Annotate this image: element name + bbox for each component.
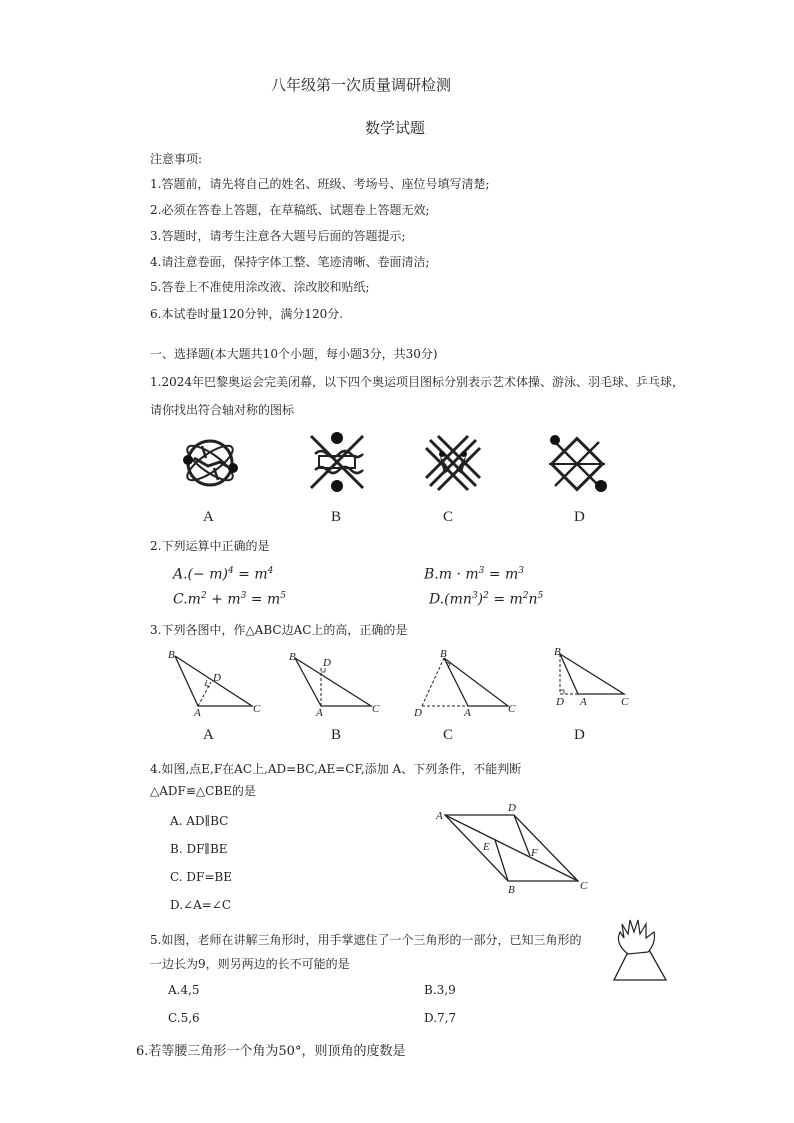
note-item-1: 1.答题前，请先将自己的姓名、班级、考场号、座位号填写清楚; <box>150 177 490 191</box>
note-item-2: 2.必须在答卷上答题，在草稿纸、试题卷上答题无效; <box>150 203 430 217</box>
svg-text:C: C <box>253 703 261 715</box>
svg-text:B: B <box>554 646 561 658</box>
q1-label-a: A <box>203 509 214 525</box>
svg-text:A: A <box>580 696 587 708</box>
q3-label-d: D <box>574 727 585 743</box>
q6-stem: 6.若等腰三角形一个角为50°，则顶角的度数是 <box>136 1044 406 1059</box>
q1-label-c: C <box>443 509 454 525</box>
q3-label-c: C <box>443 727 454 743</box>
q3-figure-a <box>165 648 265 719</box>
svg-text:C: C <box>508 703 516 715</box>
svg-text:A: A <box>464 707 471 719</box>
q4-option-a: A. AD∥BC <box>170 814 229 828</box>
q2-option-a: $A.(- m)^4 = m^4$ <box>173 566 274 583</box>
svg-text:A: A <box>316 707 323 719</box>
q3-figure-c <box>408 648 516 719</box>
svg-text:A: A <box>436 810 443 822</box>
svg-text:D: D <box>556 696 564 708</box>
q5-stem-line1: 5.如图，老师在讲解三角形时，用手掌遮住了一个三角形的一部分，已知三角形的 <box>150 933 582 947</box>
svg-text:D: D <box>508 802 516 814</box>
q1-label-d: D <box>574 509 585 525</box>
q5-option-d: D.7,7 <box>424 1011 457 1025</box>
q1-label-b: B <box>331 509 342 525</box>
svg-text:C: C <box>580 880 588 892</box>
section-heading: 一、选择题(本大题共10个小题，每小题3分，共30分) <box>150 347 438 361</box>
table-tennis-icon <box>545 432 609 496</box>
note-item-3: 3.答题时，请考生注意各大题号后面的答题提示; <box>150 229 406 243</box>
q3-figure-b <box>285 648 385 719</box>
note-item-4: 4.请注意卷面，保持字体工整、笔迹清晰、卷面清洁; <box>150 255 430 269</box>
q5-option-c: C.5,6 <box>168 1011 200 1025</box>
q4-stem-line1: 4.如图,点E,F在AC上,AD=BC,AE=CF,添加 A、下列条件，不能判断 <box>150 762 522 776</box>
q4-option-d: D.∠A=∠C <box>170 898 232 912</box>
q3-stem: 3.下列各图中，作△ABC边AC上的高，正确的是 <box>150 623 408 637</box>
notes-heading: 注意事项: <box>150 152 203 166</box>
exam-title: 八年级第一次质量调研检测 <box>271 76 452 94</box>
q2-option-d: $D.(mn^3)^2 = m^2n^5$ <box>429 591 544 608</box>
q4-stem-line2: △ADF≌△CBE的是 <box>150 784 256 798</box>
svg-text:B: B <box>508 884 515 896</box>
q4-figure <box>430 802 595 897</box>
svg-text:D: D <box>323 657 331 669</box>
note-item-6: 6.本试卷时量120分钟，满分120分. <box>150 307 344 321</box>
svg-text:B: B <box>168 649 175 661</box>
q4-option-b: B. DF∥BE <box>170 842 228 856</box>
svg-text:B: B <box>289 651 296 663</box>
q1-stem-line1: 1.2024年巴黎奥运会完美闭幕，以下四个奥运项目图标分别表示艺术体操、游泳、羽毛球、乒乓球， <box>150 375 684 389</box>
hand-covering-triangle-icon <box>610 918 670 982</box>
svg-text:D: D <box>213 672 221 684</box>
q5-stem-line2: 一边长为9，则另两边的长不可能的是 <box>150 957 350 971</box>
q5-option-b: B.3,9 <box>424 983 456 997</box>
svg-text:E: E <box>483 841 490 853</box>
q3-figure-d <box>546 648 636 716</box>
q3-label-a: A <box>203 727 214 743</box>
q2-stem: 2.下列运算中正确的是 <box>150 539 270 553</box>
q1-stem-line2: 请你找出符合轴对称的图标 <box>150 403 295 417</box>
gymnastics-icon <box>180 432 240 494</box>
q4-option-c: C. DF=BE <box>170 870 232 884</box>
svg-text:F: F <box>531 847 538 859</box>
svg-text:A: A <box>194 707 201 719</box>
swimming-icon <box>305 430 369 494</box>
svg-text:D: D <box>414 707 422 719</box>
q5-option-a: A.4,5 <box>168 983 200 997</box>
svg-text:C: C <box>372 703 380 715</box>
svg-text:C: C <box>621 696 629 708</box>
q3-label-b: B <box>331 727 342 743</box>
q2-option-b: $B.m \cdot m^3 = m^3$ <box>424 566 525 583</box>
svg-text:B: B <box>440 648 447 660</box>
exam-subtitle: 数学试题 <box>365 119 426 137</box>
note-item-5: 5.答卷上不准使用涂改液、涂改胶和贴纸; <box>150 280 370 294</box>
badminton-icon <box>420 430 486 496</box>
q2-option-c: $C.m^2 + m^3 = m^5$ <box>173 591 286 608</box>
